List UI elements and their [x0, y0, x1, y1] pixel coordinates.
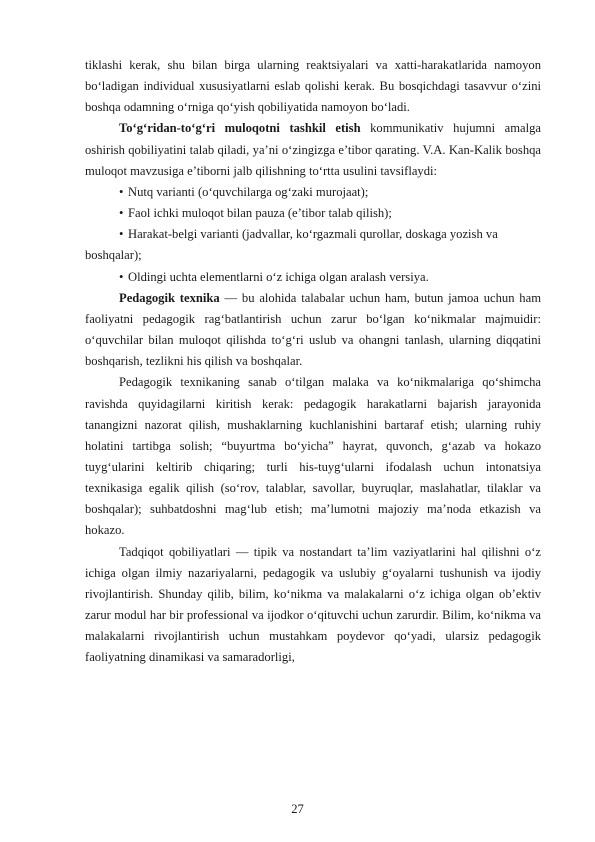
paragraph-pedagogical-technique-text: — bu alohida talabalar uchun ham, butun jamoa uchun ham faoliyatni pedagogik rag‘batlantirish uchun zarur bo‘lgan ko‘nikmalar majmuidir: o‘quvchilar bilan muloqot qilishda to‘g‘ri uslub va ohangni tanlash, ularning diqqatini boshqarish, tezlikni his qilish va boshqalar. — [85, 290, 541, 369]
list-item-text: Nutq varianti (o‘quvchilarga og‘zaki murojaat); — [128, 184, 369, 199]
attention-methods-list — [85, 182, 541, 288]
list-item-text: Oldingi uchta elementlarni o‘z ichiga olgan aralash versiya. — [128, 269, 429, 284]
bullet-icon: • — [119, 227, 124, 242]
list-item — [85, 267, 541, 288]
page-number: 27 — [291, 802, 304, 816]
term-direct-communication: To‘g‘ridan-to‘g‘ri muloqotni tashkil etish — [119, 121, 361, 136]
list-item — [85, 224, 541, 266]
list-item — [85, 203, 541, 224]
term-pedagogical-technique: Pedagogik texnika — [119, 290, 220, 305]
bullet-icon: • — [119, 269, 124, 284]
paragraph-technique-skills: Pedagogik texnikaning sanab o‘tilgan malaka va ko‘nikmalariga qo‘shimcha ravishda quyidagilarni kiritish kerak: pedagogik harakatlarni bajarish jarayonida tanangizni nazorat qilish, mushaklarning kuchlanishini bartaraf etish; ularning ruhiy holatini tartibga solish; “buyurtma bo‘yicha” hayrat, quvonch, g‘azab va hokazo tuyg‘ularini keltirib chiqaring; turli his-tuyg‘ularni ifodalash uchun intonatsiya texnikasiga egalik qilish (so‘rov, talablar, savollar, buyruqlar, maslahatlar, tilaklar va boshqalar); suhbatdoshni mag‘lub etish; ma’lumotni majoziy ma’noda etkazish va hokazo. — [85, 375, 541, 538]
document-page — [85, 55, 541, 669]
paragraph-direct-communication — [85, 118, 541, 181]
list-item — [85, 182, 541, 203]
list-item-text: Harakat-belgi varianti (jadvallar, ko‘rgazmali qurollar, doskaga yozish va boshqalar); — [85, 227, 498, 263]
list-item-text: Faol ichki muloqot bilan pauza (e’tibor talab qilish); — [128, 206, 392, 221]
bullet-icon: • — [119, 184, 124, 199]
paragraph-research-abilities: Tadqiqot qobiliyatlari — tipik va nostandart ta’lim vaziyatlarini hal qilishni o‘z ichiga olgan ilmiy nazariyalarni, pedagogik va uslubiy g‘oyalarni tushunish va ijodiy rivojlantirish. Shunday qilib, bilim, ko‘nikma va malakalarni o‘z ichiga olgan ob’ektiv zarur modul har bir professional va ijodkor o‘qituvchi uchun zarurdir. Bilim, ko‘nikma va malakalarni rivojlantirish uchun mustahkam poydevor qo‘yadi, ularsiz pedagogik faoliyatning dinamikasi va samaradorligi, — [85, 544, 541, 665]
paragraph-pedagogical-technique — [85, 288, 541, 373]
bullet-icon: • — [119, 206, 124, 221]
paragraph-continuation: tiklashi kerak, shu bilan birga ularning reaktsiyalari va xatti-harakatlarida namoyon bo‘ladigan individual xususiyatlarni eslab qolishi kerak. Bu bosqichdagi tasavvur o‘zini boshqa odamning o‘rniga qo‘yish qobiliyatida namoyon bo‘ladi. — [85, 58, 541, 115]
paragraph-direct-communication-text: kommunikativ hujumni amalga oshirish qobiliyatini talab qiladi, ya’ni o‘zingizga e’tibor qarating. V.A. Kan-Kalik boshqa muloqot mavzusiga e’tiborni jalb qilishning to‘rtta usulini tavsiflaydi: — [85, 121, 541, 178]
